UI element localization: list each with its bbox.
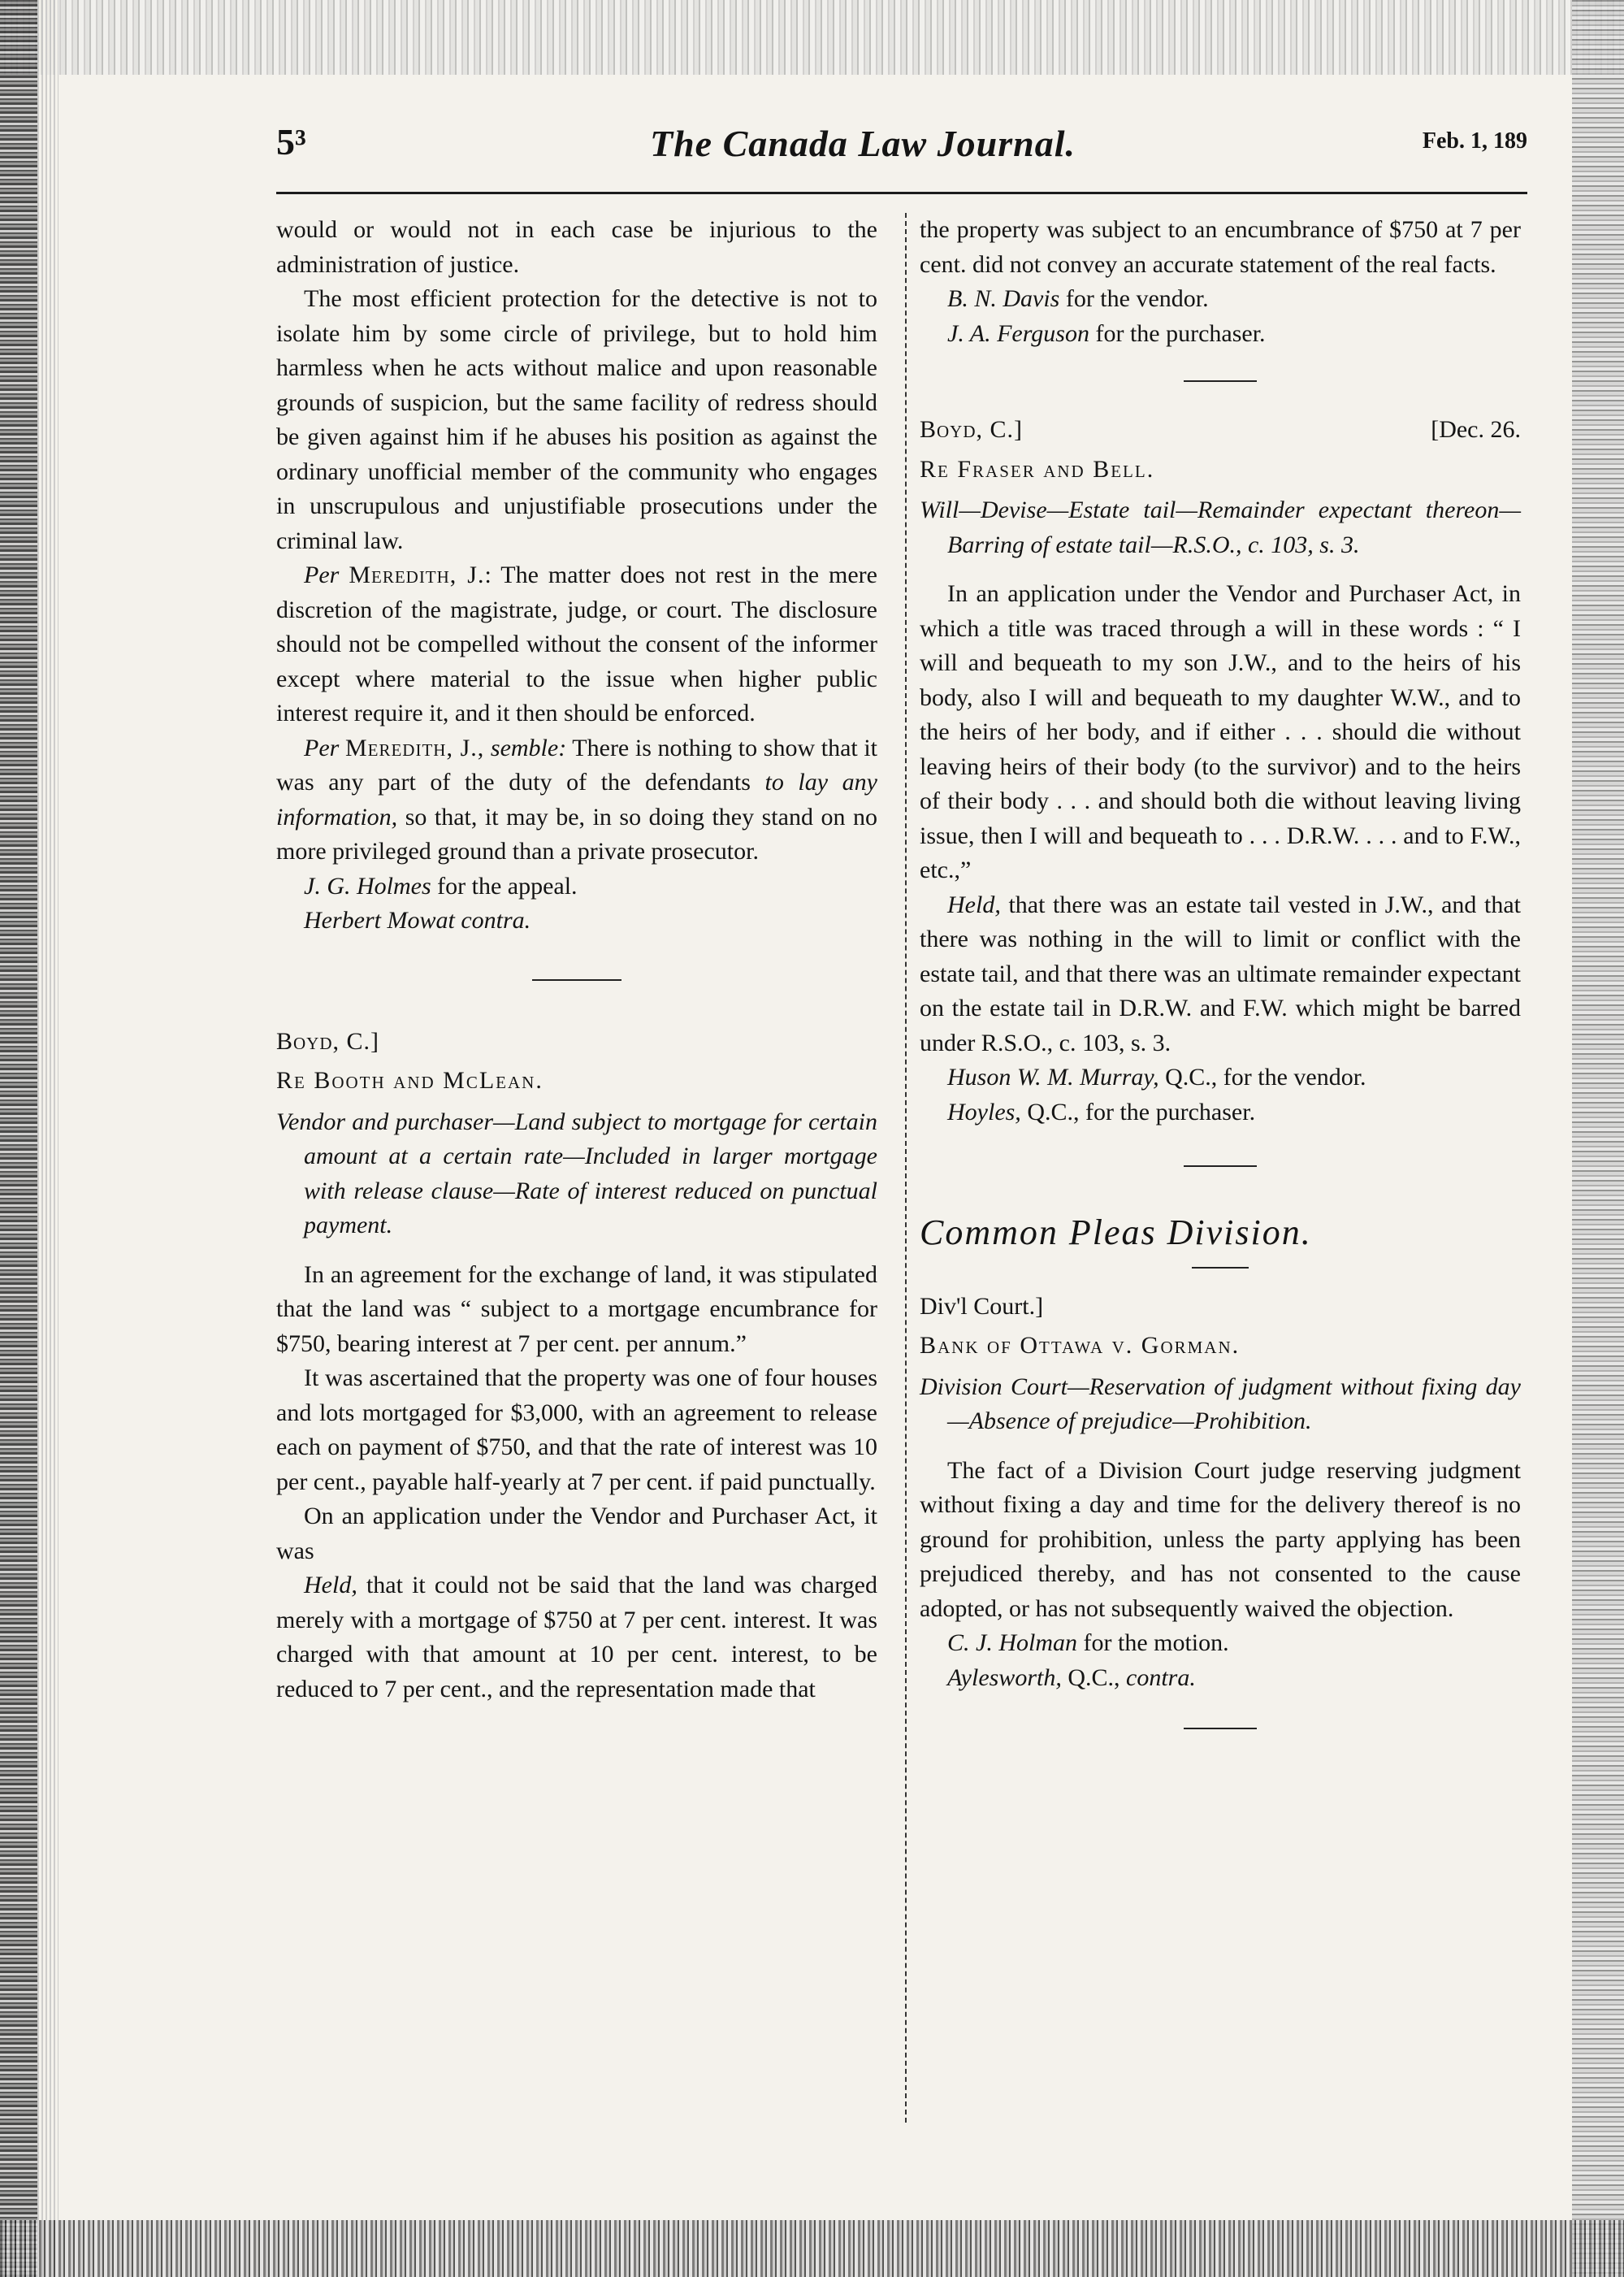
left-column <box>276 213 877 1707</box>
division-heading: Common Pleas Division. <box>920 1212 1312 1252</box>
paragraph: Per Meredith, J.: The matter does not rest in the mere discretion of the magistrate, judge, or court. The disclosure should not be compelled without the consent of the informer except where material to the issue when higher public interest require it, and it then should be enforced. <box>276 562 877 726</box>
section-separator <box>532 979 621 981</box>
case-title: Bank of Ottawa v. Gorman. <box>920 1332 1241 1359</box>
issue-date: Feb. 1, 189 <box>1422 128 1527 154</box>
paragraph: The fact of a Division Court judge reserving judgment without fixing a day and time for the delivery thereof is no ground for prohibition, unless the party applying has been prejudiced thereby, and has not consented to the cause adopted, or has not subsequently waived the objection. <box>920 1456 1521 1622</box>
section-separator <box>1184 1165 1257 1167</box>
paragraph: Held, that there was an estate tail vested in J.W., and that there was nothing in the will to limit or conflict with the estate tail, and that there was an ultimate remainder expectant on the estate tail in D.R.W. and F.W. which might be barred under R.S.O., c. 103, s. 3. <box>920 891 1521 1056</box>
counsel-line: Huson W. M. Murray, Q.C., for the vendor. <box>947 1064 1366 1091</box>
court-label: Boyd, C.] <box>920 416 1024 443</box>
page-number: 5³ <box>276 121 306 163</box>
court-label: Boyd, C.] <box>276 1027 380 1055</box>
counsel-line: Herbert Mowat contra. <box>304 907 531 934</box>
scan-top-edge <box>0 0 1624 75</box>
case-title: Re Fraser and Bell. <box>920 455 1155 483</box>
decision-date: [Dec. 26. <box>1431 416 1521 443</box>
journal-title: The Canada Law Journal. <box>650 123 1076 164</box>
counsel-line: B. N. Davis for the vendor. <box>947 285 1209 312</box>
counsel-line: Aylesworth, Q.C., contra. <box>947 1663 1196 1691</box>
headnote: Vendor and purchaser—Land subject to mortgage for certain amount at a certain rate—Included in larger mortgage with release clause—Rate of interest reduced on punctual payment. <box>276 1108 877 1238</box>
paragraph: Per Meredith, J., semble: There is nothing to show that it was any part of the duty of the defendants to lay any information, so that, it may be, in so doing they stand on no more privileged ground than a private prosecutor. <box>276 734 878 865</box>
counsel-line: C. J. Holman for the motion. <box>947 1629 1229 1656</box>
counsel-line: J. A. Ferguson for the purchaser. <box>947 319 1266 347</box>
scan-bottom-edge <box>0 2220 1624 2277</box>
headnote: Division Court—Reservation of judgment without fixing day—Absence of prejudice—Prohibition. <box>920 1373 1521 1434</box>
paragraph: the property was subject to an encumbrance of $750 at 7 per cent. did not convey an accurate statement of the real facts. <box>920 216 1521 278</box>
counsel-line: Hoyles, Q.C., for the purchaser. <box>947 1098 1256 1125</box>
court-label: Div'l Court.] <box>920 1292 1044 1320</box>
scan-right-edge <box>1572 0 1624 2277</box>
paragraph: In an application under the Vendor and Purchaser Act, in which a title was traced through a will in these words : “ I will and bequeath to my son J.W., and to the heirs of his body, also I will and bequeath to my daughter W.W., and to the heirs of her body, and if either . . . should die without leaving heirs of their body (to the survivor) and to the heirs of their body . . . and should both die without leaving living issue, then I will and bequeath to . . . D.R.W. . . . and to F.W., etc.,” <box>920 580 1521 883</box>
column-divider <box>905 213 907 2123</box>
case-title: Re Booth and McLean. <box>276 1067 543 1094</box>
paragraph: On an application under the Vendor and Purchaser Act, it was <box>276 1503 877 1564</box>
right-column <box>920 213 1521 1760</box>
paragraph: In an agreement for the exchange of land, it was stipulated that the land was “ subject to a mortgage encumbrance for $750, bearing interest at 7 per cent. per annum.” <box>276 1260 877 1357</box>
section-separator <box>1184 380 1257 382</box>
section-separator <box>1184 1728 1257 1729</box>
scan-left-edge <box>0 0 37 2277</box>
counsel-line: J. G. Holmes for the appeal. <box>304 872 578 900</box>
page-header <box>276 120 1527 185</box>
paragraph: The most efficient protection for the detective is not to isolate him by some circle of privilege, but to hold him harmless when he acts without malice and upon reasonable grounds of suspicion, but the same facility of redress should be given against him if he abuses his position as against the ordinary unofficial member of the community who engages in unscrupulous and unjustifiable prosecutions under the criminal law. <box>276 285 877 554</box>
court-line <box>920 413 1521 448</box>
header-rule <box>276 192 1527 194</box>
paragraph: would or would not in each case be injurious to the administration of justice. <box>276 216 877 278</box>
headnote: Will—Devise—Estate tail—Remainder expectant thereon—Barring of estate tail—R.S.O., c. 103, s. 3. <box>920 497 1521 558</box>
paragraph: It was ascertained that the property was one of four houses and lots mortgaged for $3,000, with an agreement to release each on payment of $750, and that the rate of interest was 10 per cent., payable half-yearly at 7 per cent. if paid punctually. <box>276 1364 877 1495</box>
section-separator <box>1192 1267 1249 1269</box>
scan-left-gutter <box>37 0 58 2277</box>
paragraph: Held, that it could not be said that the land was charged merely with a mortgage of $750 at 7 per cent. interest. It was charged with that amount at 10 per cent. interest, to be reduced to 7 per cent., and the representation made that <box>276 1572 877 1702</box>
